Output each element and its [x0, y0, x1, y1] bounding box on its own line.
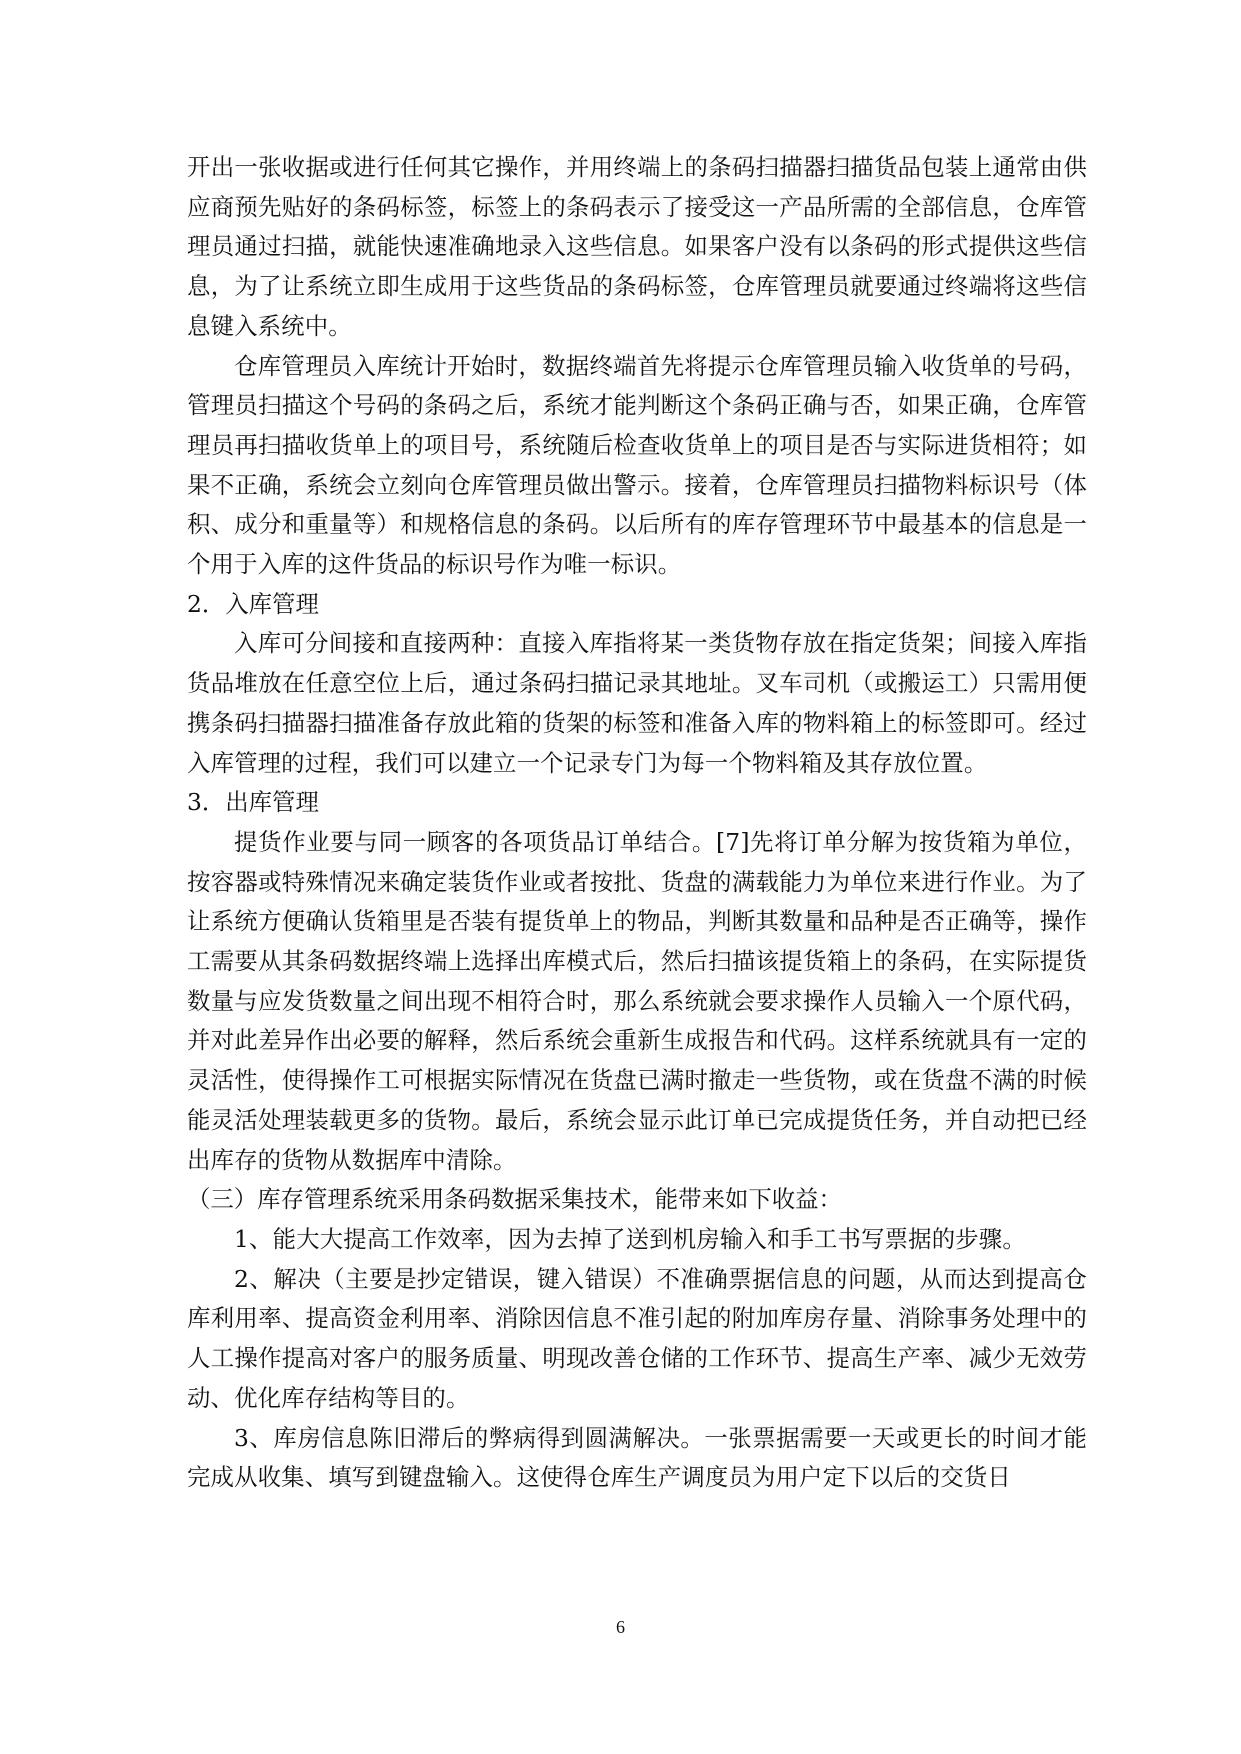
paragraph-3: 入库可分间接和直接两种：直接入库指将某一类货物存放在指定货架；间接入库指货品堆放在任意空位上后，通过条码扫描记录其地址。叉车司机（或搬运工）只需用便携条码扫描器扫描准备存放此箱的货架的标签和准备入库的物料箱上的标签即可。经过入库管理的过程，我们可以建立一个记录专门为每一个物料箱及其存放位置。	[187, 629, 1087, 777]
document-body	[187, 148, 1087, 1498]
paragraph-1: 开出一张收据或进行任何其它操作，并用终端上的条码扫描器扫描货品包装上通常由供应商预先贴好的条码标签，标签上的条码表示了接受这一产品所需的全部信息，仓库管理员通过扫描，就能快速准确地录入这些信息。如果客户没有以条码的形式提供这些信息，为了让系统立即生成用于这些货品的条码标签，仓库管理员就要通过终端将这些信息键入系统中。	[187, 153, 1087, 340]
benefit-item-3: 3、库房信息陈旧滞后的弊病得到圆满解决。一张票据需要一天或更长的时间才能完成从收集、填写到键盘输入。这使得仓库生产调度员为用户定下以后的交货日	[187, 1423, 1087, 1492]
benefit-item-1: 1、能大大提高工作效率，因为去掉了送到机房输入和手工书写票据的步骤。	[234, 1224, 1026, 1253]
section-heading-inbound: 2．入库管理	[187, 589, 319, 618]
paragraph-2: 仓库管理员入库统计开始时，数据终端首先将提示仓库管理员输入收货单的号码，管理员扫描这个号码的条码之后，系统才能判断这个条码正确与否，如果正确，仓库管理员再扫描收货单上的项目号，系统随后检查收货单上的项目是否与实际进货相符；如果不正确，系统会立刻向仓库管理员做出警示。接着，仓库管理员扫描物料标识号（体积、成分和重量等）和规格信息的条码。以后所有的库存管理环节中最基本的信息是一个用于入库的这件货品的标识号作为唯一标识。	[187, 351, 1087, 579]
page-number: 6	[616, 1617, 625, 1637]
benefit-item-2: 2、解决（主要是抄定错误，键入错误）不准确票据信息的问题，从而达到提高仓库利用率、提高资金利用率、消除因信息不准引起的附加库房存量、消除事务处理中的人工操作提高对客户的服务质量、明现改善仓储的工作环节、提高生产率、减少无效劳动、优化库存结构等目的。	[187, 1264, 1087, 1412]
section-heading-benefits: （三）库存管理系统采用条码数据采集技术，能带来如下收益：	[187, 1185, 842, 1214]
paragraph-4: 提货作业要与同一顾客的各项货品订单结合。[7]先将订单分解为按货箱为单位，按容器或特殊情况来确定装货作业或者按批、货盘的满载能力为单位来进行作业。为了让系统方便确认货箱里是否装有提货单上的物品，判断其数量和品种是否正确等，操作工需要从其条码数据终端上选择出库模式后，然后扫描该提货箱上的条码，在实际提货数量与应发货数量之间出现不相符合时，那么系统就会要求操作人员输入一个原代码，并对此差异作出必要的解释，然后系统会重新生成报告和代码。这样系统就具有一定的灵活性，使得操作工可根据实际情况在货盘已满时撤走一些货物，或在货盘不满的时候能灵活处理装载更多的货物。最后，系统会显示此订单已完成提货任务，并自动把已经出库存的货物从数据库中清除。	[187, 827, 1087, 1174]
section-heading-outbound: 3．出库管理	[187, 788, 319, 817]
